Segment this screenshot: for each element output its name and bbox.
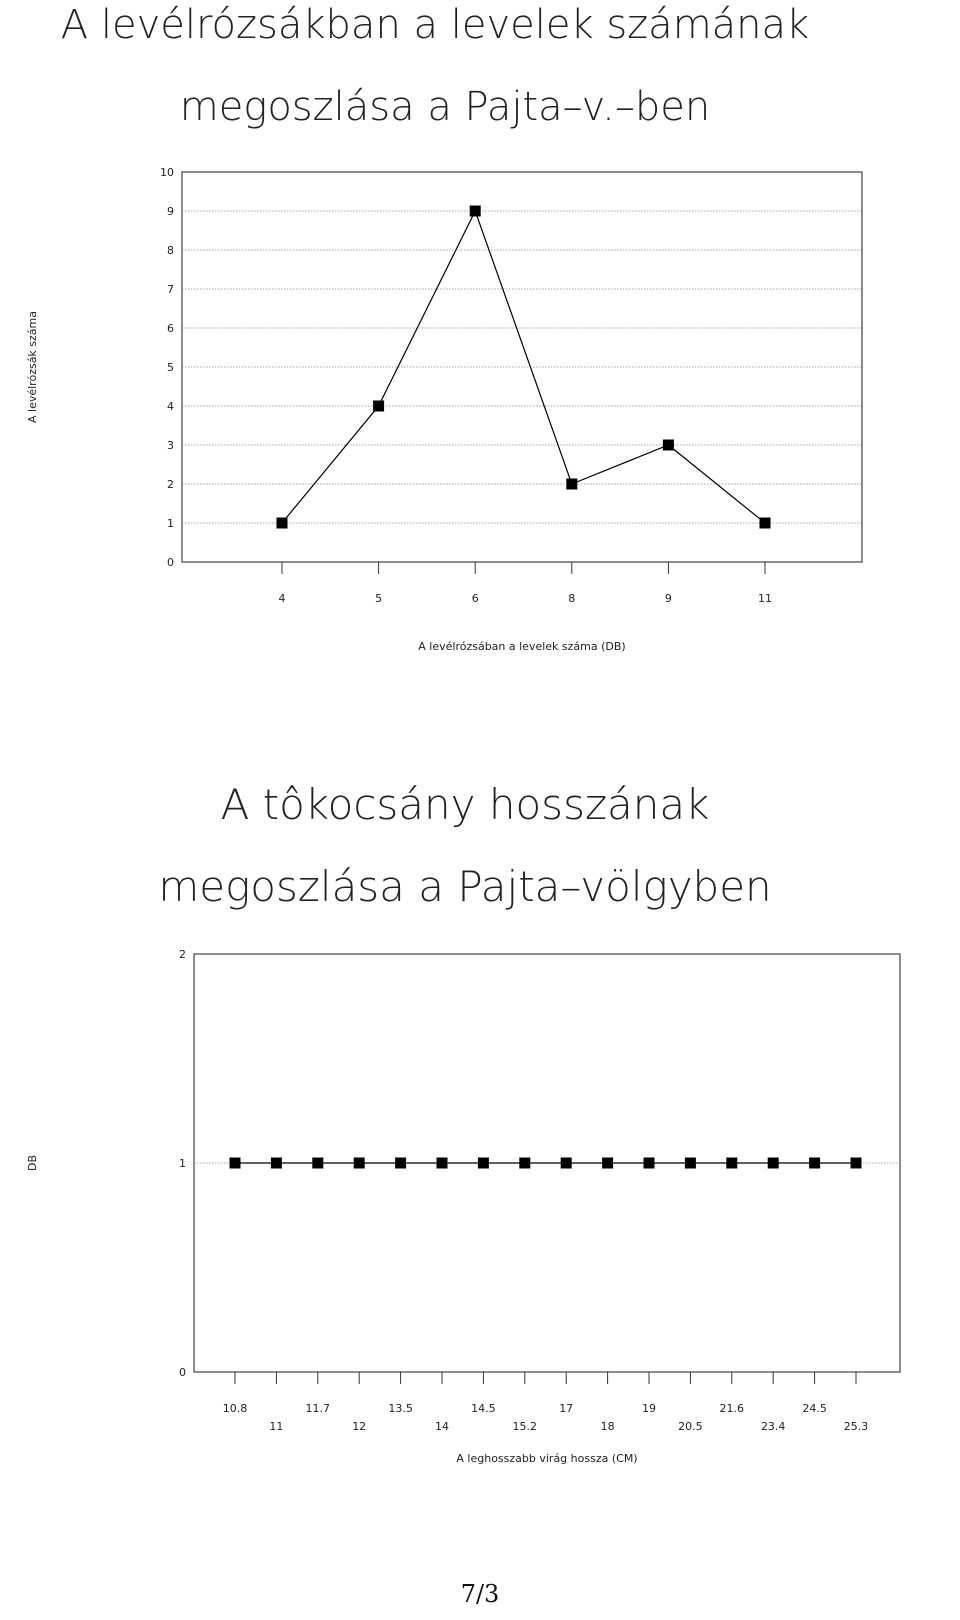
data-point [271, 1158, 282, 1169]
x-tick-label: 24.5 [802, 1402, 827, 1415]
x-tick-label: 11 [758, 592, 772, 605]
y-tick-label: 8 [167, 244, 174, 257]
y-tick-label: 1 [167, 517, 174, 530]
chart2 [0, 940, 960, 1500]
x-tick-label: 20.5 [678, 1420, 703, 1433]
y-axis-label: DB [26, 1154, 39, 1172]
data-point [602, 1158, 613, 1169]
chart1-title-line2: megoszlása a Pajta–v.–ben [179, 84, 711, 130]
data-point [726, 1158, 737, 1169]
x-tick-label: 9 [664, 592, 672, 605]
y-tick-label: 0 [167, 556, 174, 569]
data-point [437, 1158, 448, 1169]
x-tick-label: 21.6 [719, 1402, 745, 1415]
y-tick-label: 2 [167, 478, 174, 491]
y-tick-label: 7 [167, 283, 174, 296]
data-point [566, 479, 577, 490]
y-tick-label: 3 [167, 439, 174, 452]
x-tick-label: 5 [375, 592, 383, 605]
data-point [478, 1158, 489, 1169]
y-tick-label: 0 [179, 1366, 186, 1379]
y-tick-label: 5 [167, 361, 174, 374]
data-point [470, 206, 481, 217]
data-point [685, 1158, 696, 1169]
x-axis-label: A leghosszabb virág hossza (CM) [456, 1452, 638, 1465]
data-point [373, 401, 384, 412]
data-point [851, 1158, 862, 1169]
x-tick-label: 8 [568, 592, 576, 605]
x-tick-label: 18 [600, 1420, 615, 1433]
data-point [561, 1158, 572, 1169]
x-tick-label: 17 [559, 1402, 574, 1415]
data-point [768, 1158, 779, 1169]
x-tick-label: 14 [435, 1420, 449, 1433]
data-point [809, 1158, 820, 1169]
x-tick-label: 25.3 [843, 1420, 869, 1433]
x-tick-label: 10.8 [222, 1402, 248, 1415]
chart2-title-line1: A tôkocsány hosszának [220, 780, 710, 829]
x-tick-label: 23.4 [760, 1420, 786, 1433]
x-tick-label: 11.7 [305, 1402, 331, 1415]
x-tick-label: 12 [352, 1420, 367, 1433]
data-point [644, 1158, 655, 1169]
y-tick-label: 6 [167, 322, 174, 335]
y-axis-label: A levélrózsák száma [26, 310, 39, 424]
x-tick-label: 11 [269, 1420, 284, 1433]
data-point [519, 1158, 530, 1169]
data-point [277, 518, 288, 529]
x-tick-label: 19 [642, 1402, 656, 1415]
y-tick-label: 9 [167, 205, 174, 218]
x-tick-label: 14.5 [471, 1402, 496, 1415]
page-number: 7/3 [460, 1580, 500, 1608]
x-tick-label: 15.2 [512, 1420, 538, 1433]
data-point [230, 1158, 241, 1169]
data-point [354, 1158, 365, 1169]
y-tick-label: 10 [160, 166, 174, 179]
chart1 [0, 160, 960, 680]
x-tick-label: 13.5 [388, 1402, 413, 1415]
data-point [395, 1158, 406, 1169]
y-tick-label: 1 [179, 1157, 186, 1170]
chart2-title-line2: megoszlása a Pajta–völgyben [158, 862, 772, 911]
x-axis-label: A levélrózsában a levelek száma (DB) [418, 640, 626, 653]
x-tick-label: 4 [278, 592, 286, 605]
data-point [312, 1158, 323, 1169]
y-tick-label: 2 [179, 948, 186, 961]
x-tick-label: 6 [471, 592, 479, 605]
y-tick-label: 4 [167, 400, 174, 413]
data-point [663, 440, 674, 451]
data-point [760, 518, 771, 529]
chart1-title-line1: A levélrózsákban a levelek számának [60, 2, 810, 48]
